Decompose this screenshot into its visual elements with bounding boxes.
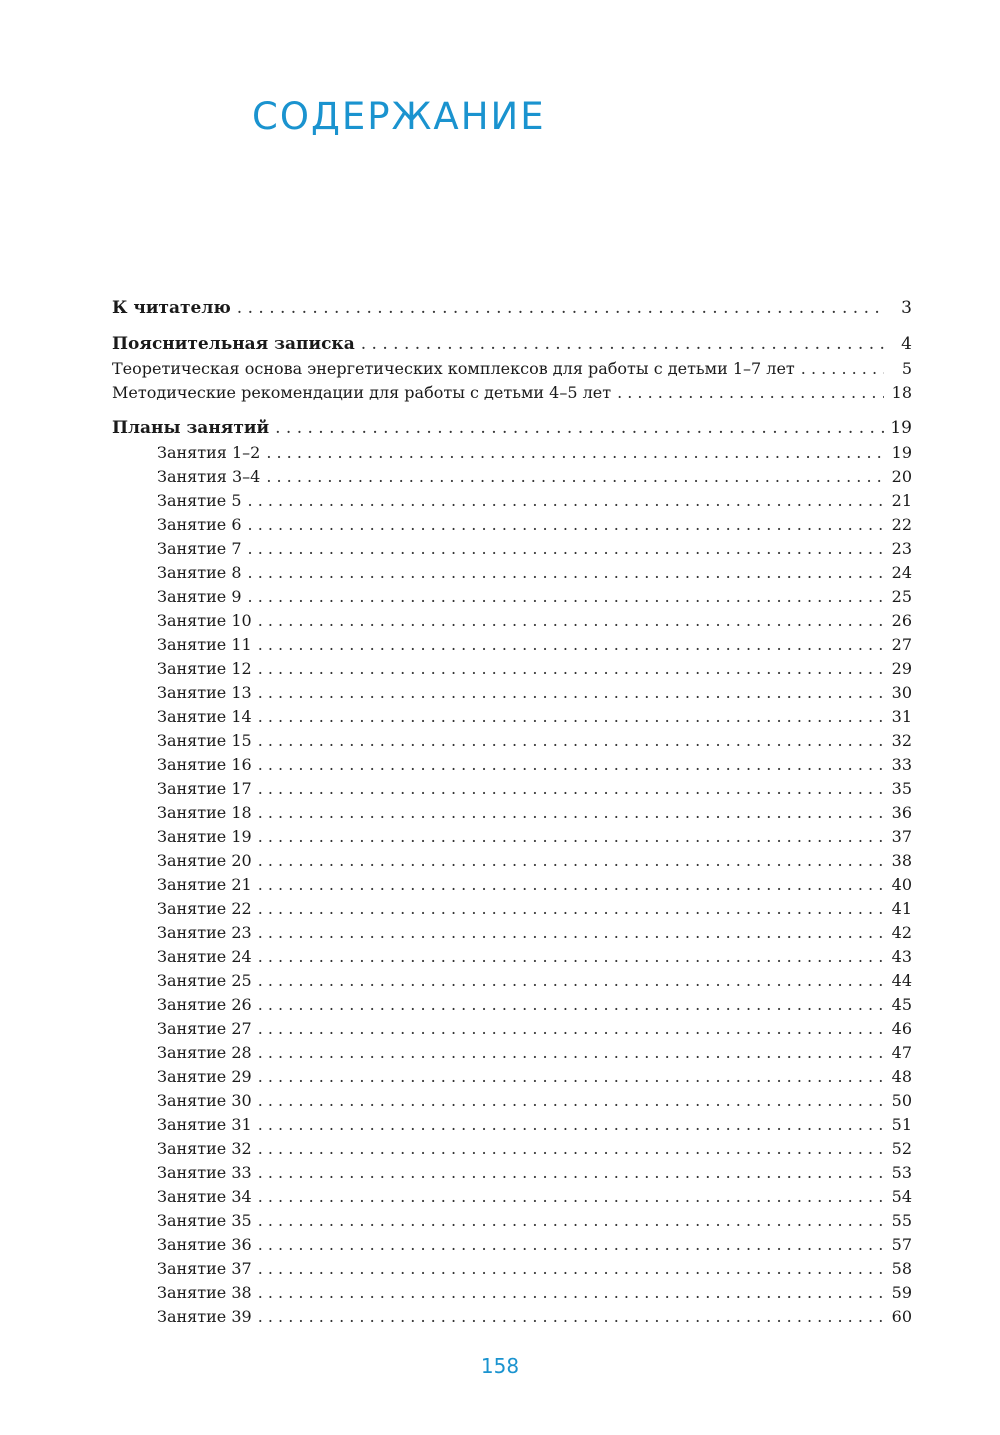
- toc-entry: [112, 1065, 912, 1089]
- toc-entry-label: Занятие 23: [157, 923, 252, 942]
- table-of-contents: [112, 295, 912, 1329]
- toc-entry-label: Занятие 37: [157, 1259, 252, 1278]
- toc-entry-page: 36: [891, 803, 912, 822]
- toc-entry: [112, 633, 912, 657]
- toc-entry-page: 37: [891, 827, 912, 846]
- toc-entry-label: Занятие 36: [157, 1235, 252, 1254]
- dot-leader: [258, 1257, 884, 1281]
- dot-leader: [275, 415, 884, 441]
- toc-entry-page: 23: [891, 539, 912, 558]
- dot-leader: [617, 381, 884, 405]
- toc-entry-page: 58: [891, 1259, 912, 1278]
- toc-entry-page: 31: [891, 707, 912, 726]
- dot-leader: [258, 1305, 884, 1329]
- toc-entry-label: Занятие 14: [157, 707, 252, 726]
- dot-leader: [258, 993, 884, 1017]
- toc-entry: [112, 873, 912, 897]
- toc-entry-page: 24: [891, 563, 912, 582]
- toc-entry: [112, 441, 912, 465]
- toc-entry: [112, 657, 912, 681]
- dot-leader: [258, 609, 884, 633]
- toc-entry: [112, 897, 912, 921]
- toc-entry-page: 40: [891, 875, 912, 894]
- toc-entry-page: 42: [891, 923, 912, 942]
- toc-entry: [112, 921, 912, 945]
- toc-entry: [112, 705, 912, 729]
- toc-entry: [112, 993, 912, 1017]
- toc-entry: [112, 415, 912, 441]
- toc-entry-page: 33: [891, 755, 912, 774]
- toc-entry: [112, 609, 912, 633]
- toc-entry-page: 20: [891, 467, 912, 486]
- toc-entry-page: 26: [891, 611, 912, 630]
- toc-entry-label: Пояснительная записка: [112, 334, 355, 354]
- dot-leader: [258, 945, 884, 969]
- toc-entry: [112, 381, 912, 405]
- dot-leader: [266, 465, 884, 489]
- toc-entry-page: 30: [891, 683, 912, 702]
- toc-entry-page: 25: [891, 587, 912, 606]
- dot-leader: [258, 681, 884, 705]
- dot-leader: [258, 657, 884, 681]
- toc-entry-page: 4: [901, 334, 912, 354]
- toc-entry: [112, 969, 912, 993]
- toc-entry-label: Занятие 38: [157, 1283, 252, 1302]
- toc-entry-page: 52: [891, 1139, 912, 1158]
- toc-entry-label: Занятие 6: [157, 515, 242, 534]
- toc-entry-label: Занятие 16: [157, 755, 252, 774]
- toc-entry: [112, 537, 912, 561]
- dot-leader: [258, 705, 884, 729]
- toc-entry-label: Занятие 8: [157, 563, 242, 582]
- dot-leader: [258, 873, 884, 897]
- toc-entry: [112, 1041, 912, 1065]
- dot-leader: [258, 1209, 884, 1233]
- toc-entry-label: Занятия 1–2: [157, 443, 261, 462]
- dot-leader: [258, 1041, 884, 1065]
- toc-entry-page: 54: [891, 1187, 912, 1206]
- toc-entry: [112, 295, 912, 321]
- toc-entry-label: Занятие 35: [157, 1211, 252, 1230]
- toc-entry-page: 3: [901, 298, 912, 318]
- toc-entry-page: 21: [891, 491, 912, 510]
- toc-entry-page: 29: [891, 659, 912, 678]
- toc-entry-label: Занятие 27: [157, 1019, 252, 1038]
- toc-entry: [112, 681, 912, 705]
- dot-leader: [258, 969, 884, 993]
- toc-entry: [112, 849, 912, 873]
- toc-entry-label: Занятия 3–4: [157, 467, 261, 486]
- toc-entry-page: 60: [891, 1307, 912, 1326]
- toc-entry-label: Занятие 18: [157, 803, 252, 822]
- toc-entry-page: 32: [891, 731, 912, 750]
- toc-entry-page: 59: [891, 1283, 912, 1302]
- toc-entry-label: К читателю: [112, 298, 231, 318]
- dot-leader: [248, 513, 884, 537]
- dot-leader: [258, 633, 884, 657]
- toc-entry: [112, 357, 912, 381]
- dot-leader: [258, 921, 884, 945]
- toc-entry-page: 5: [901, 359, 912, 378]
- toc-entry-label: Занятие 24: [157, 947, 252, 966]
- toc-entry: [112, 1137, 912, 1161]
- toc-entry-label: Занятие 25: [157, 971, 252, 990]
- toc-entry-label: Занятие 28: [157, 1043, 252, 1062]
- toc-entry: [112, 1113, 912, 1137]
- toc-entry-page: 43: [891, 947, 912, 966]
- toc-entry-label: Занятие 21: [157, 875, 252, 894]
- dot-leader: [361, 331, 884, 357]
- dot-leader: [258, 825, 884, 849]
- toc-entry: [112, 777, 912, 801]
- toc-entry-page: 38: [891, 851, 912, 870]
- toc-entry: [112, 1257, 912, 1281]
- toc-entry-label: Занятие 12: [157, 659, 252, 678]
- dot-leader: [237, 295, 884, 321]
- toc-entry: [112, 825, 912, 849]
- toc-entry: [112, 1185, 912, 1209]
- toc-entry-label: Занятие 20: [157, 851, 252, 870]
- toc-entry-label: Занятие 9: [157, 587, 242, 606]
- toc-entry: [112, 1305, 912, 1329]
- dot-leader: [258, 1137, 884, 1161]
- dot-leader: [248, 489, 884, 513]
- toc-entry-label: Занятие 11: [157, 635, 252, 654]
- toc-entry-label: Занятие 17: [157, 779, 252, 798]
- toc-entry-page: 50: [891, 1091, 912, 1110]
- toc-entry: [112, 801, 912, 825]
- toc-entry-page: 35: [891, 779, 912, 798]
- dot-leader: [258, 1089, 884, 1113]
- dot-leader: [248, 537, 884, 561]
- toc-entry: [112, 753, 912, 777]
- dot-leader: [258, 1185, 884, 1209]
- toc-entry: [112, 1017, 912, 1041]
- toc-entry-label: Занятие 26: [157, 995, 252, 1014]
- toc-entry-label: Занятие 30: [157, 1091, 252, 1110]
- toc-entry: [112, 585, 912, 609]
- dot-leader: [258, 1113, 884, 1137]
- toc-entry: [112, 489, 912, 513]
- toc-entry-label: Планы занятий: [112, 418, 270, 438]
- dot-leader: [258, 729, 884, 753]
- toc-entry-page: 41: [891, 899, 912, 918]
- toc-entry-label: Занятие 33: [157, 1163, 252, 1182]
- dot-leader: [258, 849, 884, 873]
- toc-entry-label: Занятие 29: [157, 1067, 252, 1086]
- toc-entry-label: Методические рекомендации для работы с детьми 4–5 лет: [112, 383, 612, 402]
- toc-entry-label: Занятие 34: [157, 1187, 252, 1206]
- toc-entry-label: Занятие 19: [157, 827, 252, 846]
- toc-entry-page: 51: [891, 1115, 912, 1134]
- dot-leader: [258, 1281, 884, 1305]
- toc-entry: [112, 1209, 912, 1233]
- toc-entry-label: Занятие 13: [157, 683, 252, 702]
- toc-entry-page: 55: [891, 1211, 912, 1230]
- toc-entry: [112, 331, 912, 357]
- toc-entry-label: Занятие 39: [157, 1307, 252, 1326]
- page-number: 158: [480, 1354, 520, 1378]
- toc-entry-label: Занятие 10: [157, 611, 252, 630]
- toc-entry: [112, 1281, 912, 1305]
- toc-entry-label: Занятие 32: [157, 1139, 252, 1158]
- toc-entry-page: 44: [891, 971, 912, 990]
- toc-entry-page: 18: [891, 383, 912, 402]
- toc-entry-page: 45: [891, 995, 912, 1014]
- toc-entry: [112, 1089, 912, 1113]
- dot-leader: [258, 1161, 884, 1185]
- toc-entry-label: Занятие 22: [157, 899, 252, 918]
- toc-entry-page: 19: [890, 418, 912, 438]
- dot-leader: [258, 1017, 884, 1041]
- toc-entry: [112, 561, 912, 585]
- dot-leader: [258, 753, 884, 777]
- dot-leader: [258, 1233, 884, 1257]
- toc-entry-page: 57: [891, 1235, 912, 1254]
- dot-leader: [258, 777, 884, 801]
- dot-leader: [266, 441, 884, 465]
- toc-entry-page: 53: [891, 1163, 912, 1182]
- toc-entry-label: Занятие 7: [157, 539, 242, 558]
- toc-entry-page: 47: [891, 1043, 912, 1062]
- toc-entry-page: 46: [891, 1019, 912, 1038]
- dot-leader: [248, 585, 884, 609]
- toc-entry: [112, 729, 912, 753]
- dot-leader: [258, 1065, 884, 1089]
- toc-entry-label: Занятие 15: [157, 731, 252, 750]
- toc-entry-label: Занятие 31: [157, 1115, 252, 1134]
- toc-entry: [112, 465, 912, 489]
- toc-entry: [112, 1161, 912, 1185]
- toc-entry-label: Занятие 5: [157, 491, 242, 510]
- dot-leader: [801, 357, 884, 381]
- toc-entry: [112, 1233, 912, 1257]
- dot-leader: [258, 801, 884, 825]
- toc-entry-page: 22: [891, 515, 912, 534]
- dot-leader: [258, 897, 884, 921]
- toc-entry: [112, 945, 912, 969]
- toc-entry: [112, 513, 912, 537]
- toc-entry-page: 19: [891, 443, 912, 462]
- toc-entry-label: Теоретическая основа энергетических комплексов для работы с детьми 1–7 лет: [112, 359, 795, 378]
- dot-leader: [248, 561, 884, 585]
- page-title: СОДЕРЖАНИЕ: [252, 95, 546, 138]
- toc-entry-page: 27: [891, 635, 912, 654]
- toc-entry-page: 48: [891, 1067, 912, 1086]
